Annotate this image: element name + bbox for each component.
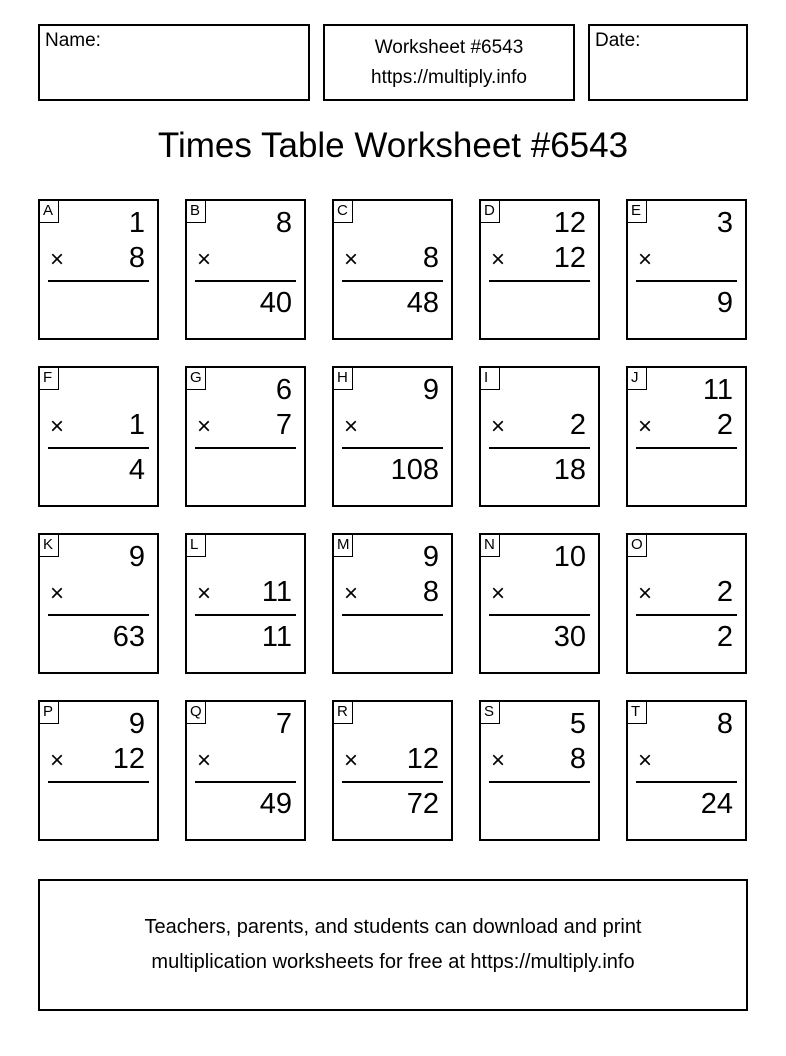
product: 30 <box>553 621 586 653</box>
problem-card <box>185 199 306 340</box>
problem-card <box>332 533 453 674</box>
times-sign: × <box>638 413 653 440</box>
times-sign: × <box>50 580 65 607</box>
multiplicand: 9 <box>422 374 439 406</box>
footer-box <box>38 879 748 1011</box>
product: 48 <box>406 287 439 319</box>
multiplicand: 7 <box>275 708 292 740</box>
problem-card <box>38 199 159 340</box>
multiplier: 8 <box>422 576 439 608</box>
answer-rule <box>48 614 149 616</box>
times-sign: × <box>638 246 653 273</box>
answer-rule <box>342 781 443 783</box>
worksheet-number: Worksheet #6543 <box>374 37 524 58</box>
multiplicand: 9 <box>422 541 439 573</box>
product: 108 <box>390 454 439 486</box>
multiplicand: 9 <box>128 708 145 740</box>
name-label: Name: <box>45 30 101 51</box>
problem-letter-label: J <box>628 368 647 390</box>
problem-card <box>185 366 306 507</box>
worksheet-url: https://multiply.info <box>371 67 527 88</box>
problem-letter-label: K <box>40 535 59 557</box>
times-sign: × <box>344 580 359 607</box>
product: 11 <box>261 621 292 653</box>
problem-letter-label: H <box>334 368 353 390</box>
times-sign: × <box>638 580 653 607</box>
answer-rule <box>48 447 149 449</box>
answer-rule <box>342 614 443 616</box>
product: 18 <box>553 454 586 486</box>
product: 4 <box>128 454 145 486</box>
date-box <box>588 24 748 101</box>
answer-rule <box>636 447 737 449</box>
multiplicand: 1 <box>128 207 145 239</box>
problem-letter-label: O <box>628 535 647 557</box>
problem-card <box>479 366 600 507</box>
times-sign: × <box>491 246 506 273</box>
multiplier: 2 <box>569 409 586 441</box>
answer-rule <box>195 280 296 282</box>
product: 63 <box>112 621 145 653</box>
multiplier: 8 <box>128 242 145 274</box>
answer-rule <box>48 280 149 282</box>
product: 72 <box>406 788 439 820</box>
problem-letter-label: L <box>187 535 206 557</box>
multiplicand: 9 <box>128 541 145 573</box>
times-sign: × <box>638 747 653 774</box>
multiplier: 8 <box>569 743 586 775</box>
problem-card <box>626 533 747 674</box>
multiplier: 12 <box>553 242 586 274</box>
answer-rule <box>195 447 296 449</box>
problem-letter-label: G <box>187 368 206 390</box>
answer-rule <box>489 781 590 783</box>
product: 24 <box>700 788 733 820</box>
problem-letter-label: C <box>334 201 353 223</box>
problem-letter-label: T <box>628 702 647 724</box>
product: 40 <box>259 287 292 319</box>
problem-letter-label: B <box>187 201 206 223</box>
answer-rule <box>489 614 590 616</box>
problem-letter-label: S <box>481 702 500 724</box>
problem-letter-label: M <box>334 535 353 557</box>
multiplicand: 5 <box>569 708 586 740</box>
problem-letter-label: E <box>628 201 647 223</box>
problem-card <box>332 700 453 841</box>
times-sign: × <box>50 246 65 273</box>
times-sign: × <box>197 580 212 607</box>
multiplicand: 10 <box>553 541 586 573</box>
date-label: Date: <box>595 30 641 51</box>
answer-rule <box>195 781 296 783</box>
problem-card <box>38 533 159 674</box>
problem-letter-label: P <box>40 702 59 724</box>
footer-text-line-2: multiplication worksheets for free at https://multiply.info <box>151 951 635 973</box>
multiplier: 2 <box>716 409 733 441</box>
multiplicand: 11 <box>702 374 733 406</box>
multiplier: 8 <box>422 242 439 274</box>
problem-card <box>626 700 747 841</box>
times-sign: × <box>344 747 359 774</box>
times-sign: × <box>50 747 65 774</box>
problem-card <box>479 533 600 674</box>
problem-letter-label: R <box>334 702 353 724</box>
problem-letter-label: F <box>40 368 59 390</box>
times-sign: × <box>50 413 65 440</box>
problem-card <box>479 199 600 340</box>
page-title: Times Table Worksheet #6543 <box>157 126 629 165</box>
multiplicand: 3 <box>716 207 733 239</box>
times-sign: × <box>491 747 506 774</box>
worksheet-id-box <box>323 24 575 101</box>
problem-letter-label: A <box>40 201 59 223</box>
answer-rule <box>342 447 443 449</box>
answer-rule <box>636 781 737 783</box>
problem-card <box>38 366 159 507</box>
problem-card <box>479 700 600 841</box>
times-sign: × <box>197 747 212 774</box>
problem-card <box>185 700 306 841</box>
times-sign: × <box>491 413 506 440</box>
answer-rule <box>489 280 590 282</box>
multiplier: 7 <box>275 409 292 441</box>
multiplier: 12 <box>112 743 145 775</box>
multiplicand: 12 <box>553 207 586 239</box>
answer-rule <box>48 781 149 783</box>
multiplicand: 8 <box>716 708 733 740</box>
problem-letter-label: D <box>481 201 500 223</box>
times-sign: × <box>491 580 506 607</box>
answer-rule <box>489 447 590 449</box>
multiplier: 11 <box>261 576 292 608</box>
problem-letter-label: Q <box>187 702 206 724</box>
problem-card <box>626 366 747 507</box>
times-sign: × <box>197 246 212 273</box>
footer-text-line-1: Teachers, parents, and students can download and print <box>144 916 642 938</box>
problem-card <box>38 700 159 841</box>
times-sign: × <box>344 246 359 273</box>
problem-card <box>332 366 453 507</box>
problem-card <box>626 199 747 340</box>
multiplier: 2 <box>716 576 733 608</box>
product: 49 <box>259 788 292 820</box>
problem-card <box>332 199 453 340</box>
product: 2 <box>716 621 733 653</box>
problem-card <box>185 533 306 674</box>
multiplicand: 6 <box>275 374 292 406</box>
answer-rule <box>636 614 737 616</box>
answer-rule <box>195 614 296 616</box>
problem-letter-label: I <box>481 368 500 390</box>
multiplicand: 8 <box>275 207 292 239</box>
times-sign: × <box>197 413 212 440</box>
answer-rule <box>636 280 737 282</box>
product: 9 <box>716 287 733 319</box>
problem-letter-label: N <box>481 535 500 557</box>
times-sign: × <box>344 413 359 440</box>
multiplier: 1 <box>128 409 145 441</box>
name-box <box>38 24 310 101</box>
answer-rule <box>342 280 443 282</box>
multiplier: 12 <box>406 743 439 775</box>
